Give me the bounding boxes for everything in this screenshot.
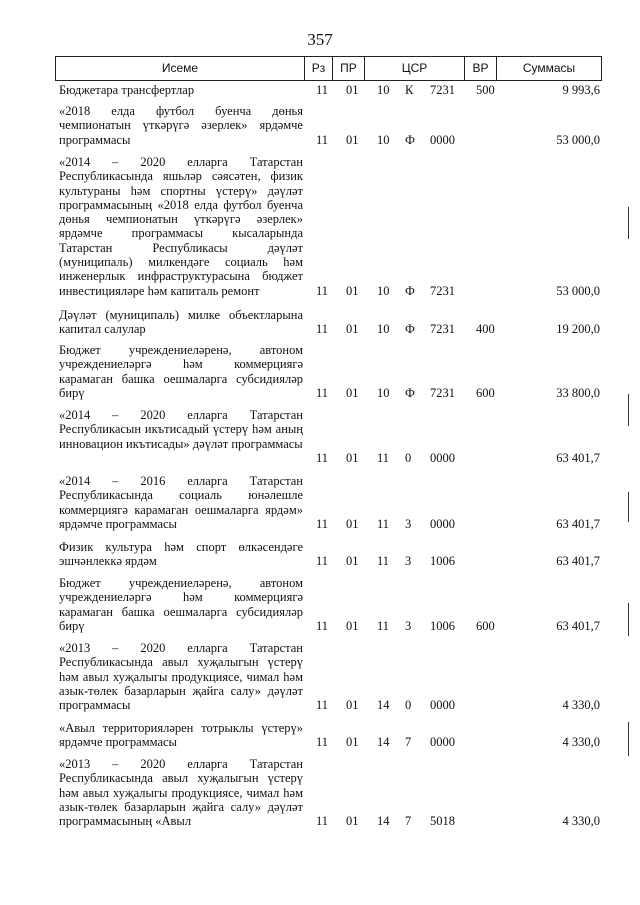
- row-csr1: 11: [377, 618, 390, 633]
- table-header: [55, 56, 602, 81]
- row-csr1: 14: [377, 735, 390, 750]
- row-pr: 01: [346, 814, 359, 829]
- margin-mark: [628, 603, 629, 636]
- row-csr1: 10: [377, 132, 390, 147]
- row-csr3: 0000: [430, 735, 455, 750]
- row-csr1: 11: [377, 554, 390, 569]
- row-csr2: Ф: [405, 322, 415, 337]
- row-pr: 01: [346, 554, 359, 569]
- row-vr: 400: [476, 322, 495, 337]
- row-pr: 01: [346, 450, 359, 465]
- row-sum: 53 000,0: [556, 132, 600, 147]
- row-name: «2013 – 2020 елларга Татарстан Республикасында авыл хуҗалыгын үстерү һәм авыл хуҗалыгы продукциясе, чимал һәм азык-төлек базарларын җайга салу» дәүләт программасының «Авыл: [59, 757, 303, 829]
- row-csr2: 7: [405, 814, 412, 829]
- row-csr2: 0: [405, 698, 412, 713]
- row-rz: 11: [316, 618, 329, 633]
- row-rz: 11: [316, 516, 329, 531]
- row-sum: 19 200,0: [556, 322, 600, 337]
- row-sum: 63 401,7: [556, 516, 600, 531]
- header-csr: ЦСР: [364, 57, 464, 80]
- row-csr2: 3: [405, 554, 412, 569]
- row-vr: 600: [476, 385, 495, 400]
- row-name: «2014 – 2020 елларга Татарстан Республикасын икътисадый үстерү һәм аның инновацион икътисады» дәүләт программасы: [59, 408, 303, 451]
- row-sum: 4 330,0: [562, 698, 600, 713]
- row-csr1: 10: [377, 83, 390, 97]
- row-sum: 63 401,7: [556, 618, 600, 633]
- row-name: «2018 елда футбол буенча дөнья чемпионатын үткәрүгә әзерлек» ярдәмче программасы: [59, 104, 303, 147]
- row-csr3: 0000: [430, 516, 455, 531]
- row-csr1: 14: [377, 698, 390, 713]
- row-name: «2014 – 2020 елларга Татарстан Республикасында яшьләр сәясәтен, физик культураны һәм спортны үстерү» дәүләт программасының «2018 елда футбол буенча дөнья чемпионатын үткәрүгә әзерлек» ярдәмче программасы кысаларында Татарстан Республикасы дәүләт (муниципаль) милкендәге социаль һәм инженерлык инфраструктурасына бюджет инвестицияләре һәм капиталь ремонт: [59, 155, 303, 298]
- row-name: Бюджет учреждениеләренә, автоном учреждениеләргә һәм коммерциягә карамаган башка оешмаларга субсидияләр бирү: [59, 343, 303, 400]
- row-csr2: Ф: [405, 132, 415, 147]
- header-name: Исеме: [161, 61, 199, 75]
- row-csr2: Ф: [405, 283, 415, 298]
- row-csr2: 3: [405, 618, 412, 633]
- row-rz: 11: [316, 554, 329, 569]
- row-csr1: 14: [377, 814, 390, 829]
- row-name: Физик культура һәм спорт өлкәсендәге эшчәнлеккә ярдәм: [59, 540, 303, 569]
- row-rz: 11: [316, 283, 329, 298]
- row-sum: 4 330,0: [562, 735, 600, 750]
- header-vr: ВР: [464, 57, 496, 80]
- row-rz: 11: [316, 385, 329, 400]
- row-csr3: 0000: [430, 698, 455, 713]
- row-csr1: 10: [377, 385, 390, 400]
- row-csr2: Ф: [405, 385, 415, 400]
- row-name: Дәүләт (муниципаль) милке объектларына капитал салулар: [59, 308, 303, 337]
- row-vr: 600: [476, 618, 495, 633]
- row-rz: 11: [316, 735, 329, 750]
- row-name: Бюджет учреждениеләренә, автоном учреждениеләргә һәм коммерциягә карамаган башка оешмаларга субсидияләр бирү: [59, 576, 303, 633]
- row-rz: 11: [316, 322, 329, 337]
- row-csr3: 1006: [430, 618, 455, 633]
- row-csr3: 7231: [430, 385, 455, 400]
- row-pr: 01: [346, 735, 359, 750]
- row-sum: 33 800,0: [556, 385, 600, 400]
- row-rz: 11: [316, 698, 329, 713]
- row-pr: 01: [346, 516, 359, 531]
- margin-mark: [628, 394, 629, 426]
- row-csr3: 7231: [430, 322, 455, 337]
- row-pr: 01: [346, 283, 359, 298]
- row-name: Бюджетара трансфертлар: [59, 83, 195, 97]
- row-csr3: 0000: [430, 132, 455, 147]
- header-rz: Рз: [304, 57, 332, 80]
- row-csr2: 3: [405, 516, 412, 531]
- margin-mark: [628, 207, 629, 239]
- row-pr: 01: [346, 698, 359, 713]
- row-name: «2014 – 2016 елларга Татарстан Республикасында социаль юнәлешле коммерциягә карамаган оешмаларга ярдәм» ярдәмче программасы: [59, 474, 303, 531]
- row-csr2: 7: [405, 735, 412, 750]
- row-sum: 4 330,0: [562, 814, 600, 829]
- row-csr1: 10: [377, 283, 390, 298]
- page-number: 357: [307, 30, 333, 49]
- row-csr2: К: [405, 83, 414, 97]
- row-rz: 11: [316, 132, 329, 147]
- row-name: «Авыл территорияләрен тотрыклы үстерү» ярдәмче программасы: [59, 721, 303, 750]
- row-csr3: 7231: [430, 283, 455, 298]
- row-sum: 53 000,0: [556, 283, 600, 298]
- row-rz: 11: [316, 450, 329, 465]
- row-name: «2013 – 2020 елларга Татарстан Республикасында авыл хуҗалыгын үстерү һәм авыл хуҗалыгы продукциясе, чимал һәм азык-төлек базарларын җайга салу» дәүләт программасы: [59, 641, 303, 713]
- row-csr2: 0: [405, 450, 412, 465]
- row-rz: 11: [316, 814, 329, 829]
- margin-mark: [628, 722, 629, 756]
- row-rz: 11: [316, 83, 329, 97]
- row-csr1: 10: [377, 322, 390, 337]
- row-pr: 01: [346, 322, 359, 337]
- row-csr3: 7231: [430, 83, 455, 97]
- row-pr: 01: [346, 132, 359, 147]
- row-csr3: 5018: [430, 814, 455, 829]
- row-sum: 63 401,7: [556, 554, 600, 569]
- row-csr1: 11: [377, 516, 390, 531]
- row-pr: 01: [346, 385, 359, 400]
- row-pr: 01: [346, 83, 359, 97]
- row-csr1: 11: [377, 450, 390, 465]
- margin-mark: [628, 492, 629, 522]
- header-pr: ПР: [332, 57, 364, 80]
- row-csr3: 0000: [430, 450, 455, 465]
- header-sum: Суммасы: [496, 57, 601, 80]
- row-sum: 63 401,7: [556, 450, 600, 465]
- row-vr: 500: [476, 83, 495, 97]
- row-sum: 9 993,6: [562, 83, 600, 97]
- row-csr3: 1006: [430, 554, 455, 569]
- row-pr: 01: [346, 618, 359, 633]
